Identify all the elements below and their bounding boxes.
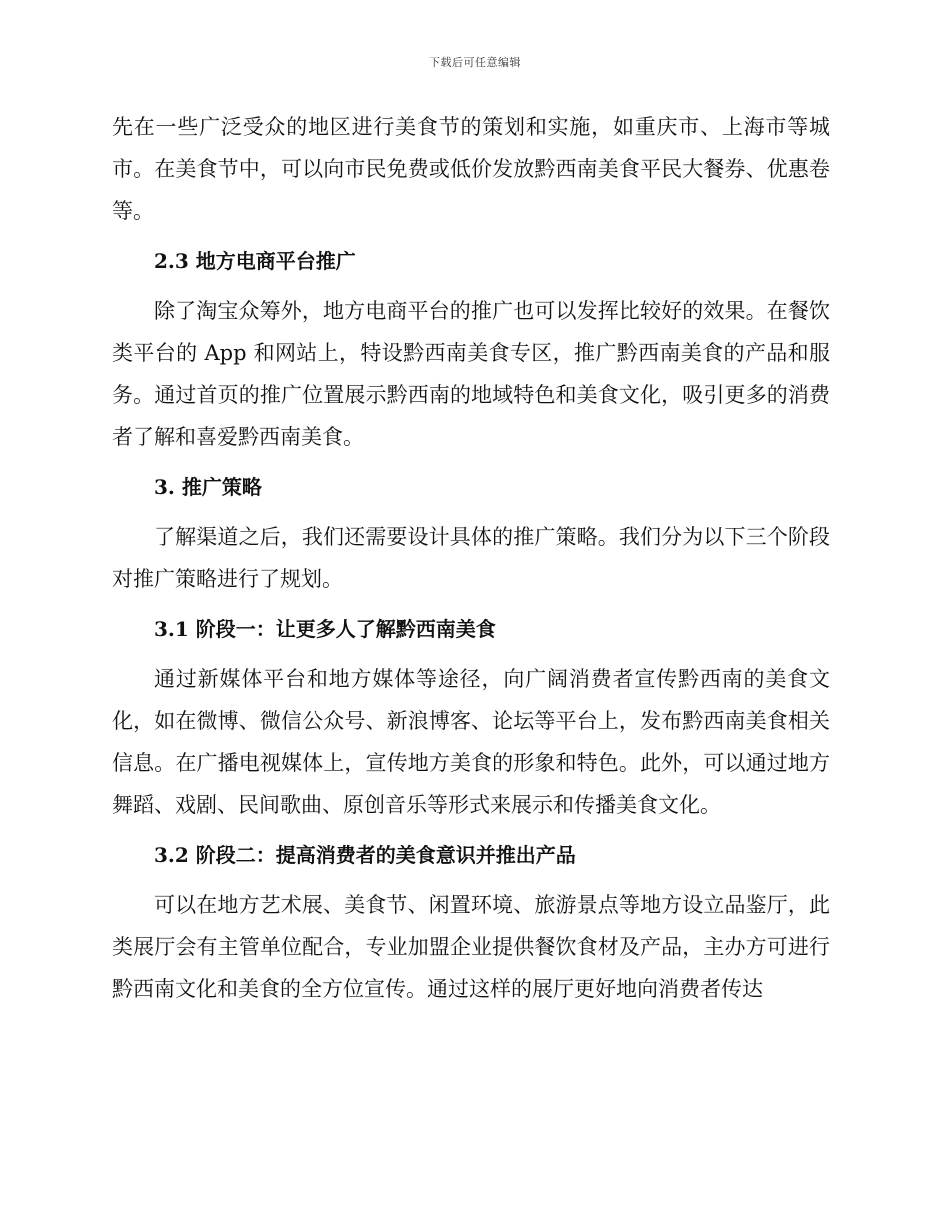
section-heading-3: 3. 推广策略 [154, 475, 262, 499]
section-heading-3-2: 3.2 阶段二：提高消费者的美食意识并推出产品 [154, 843, 576, 867]
paragraph-ecommerce: 除了淘宝众筹外，地方电商平台的推广也可以发挥比较好的效果。在餐饮类平台的 App 和网站上，特设黔西南美食专区，推广黔西南美食的产品和服务。通过首页的推广位置展示黔西南的地域特色和美食文化，吸引更多的消费者了解和喜爱黔西南美食。 [112, 299, 830, 449]
paragraph-festival-plan: 先在一些广泛受众的地区进行美食节的策划和实施，如重庆市、上海市等城市。在美食节中，可以向市民免费或低价发放黔西南美食平民大餐券、优惠卷等。 [112, 115, 830, 223]
paragraph-stage-one: 通过新媒体平台和地方媒体等途径，向广阔消费者宣传黔西南的美食文化，如在微博、微信公众号、新浪博客、论坛等平台上，发布黔西南美食相关信息。在广播电视媒体上，宣传地方美食的形象和特色。此外，可以通过地方舞蹈、戏剧、民间歌曲、原创音乐等形式来展示和传播美食文化。 [112, 667, 830, 817]
paragraph-strategy-intro: 了解渠道之后，我们还需要设计具体的推广策略。我们分为以下三个阶段对推广策略进行了规划。 [112, 525, 830, 591]
section-heading-3-1: 3.1 阶段一：让更多人了解黔西南美食 [154, 617, 496, 641]
section-heading-2-3: 2.3 地方电商平台推广 [154, 249, 356, 273]
page-header: 下载后可任意编辑 [429, 56, 521, 69]
paragraph-stage-two: 可以在地方艺术展、美食节、闲置环境、旅游景点等地方设立品鉴厅，此类展厅会有主管单位配合，专业加盟企业提供餐饮食材及产品，主办方可进行黔西南文化和美食的全方位宣传。通过这样的展厅更好地向消费者传达 [112, 893, 830, 1001]
document-body [112, 106, 830, 1010]
